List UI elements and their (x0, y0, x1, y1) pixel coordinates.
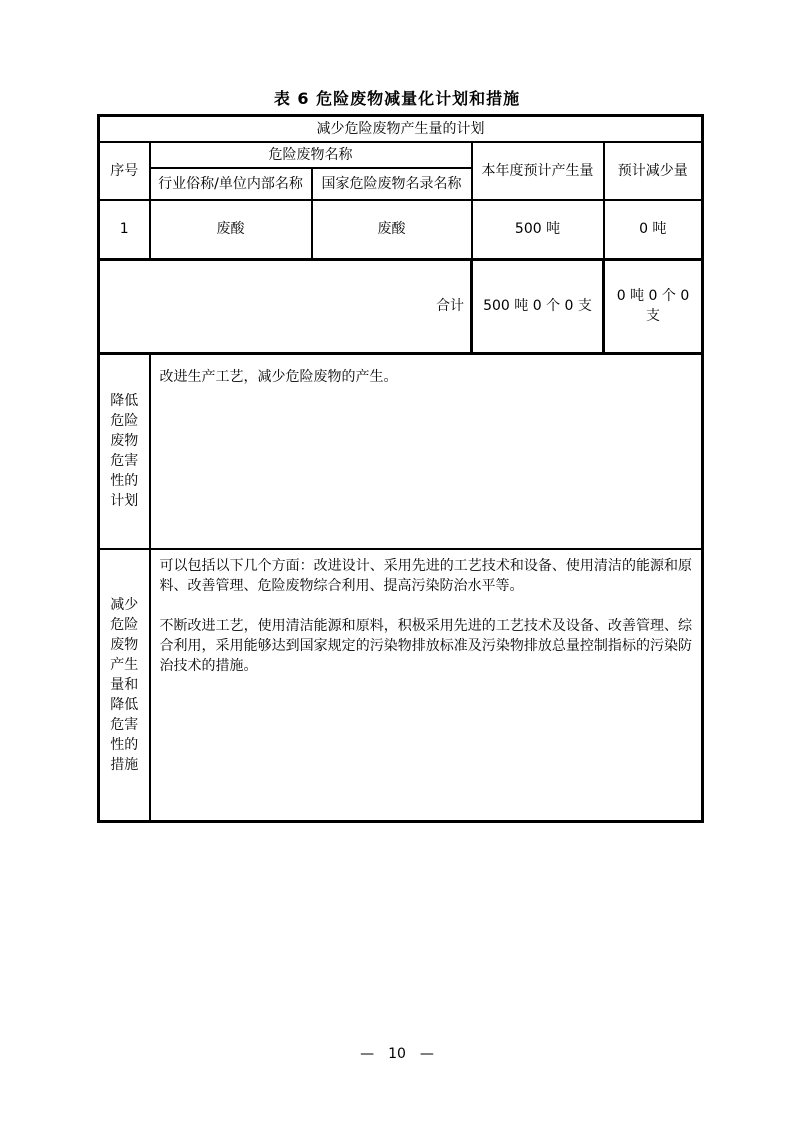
table-row (99, 200, 703, 259)
hazardous-waste-reduction-table (97, 114, 704, 823)
plan-header-row (99, 116, 703, 143)
page-number-value: 10 (388, 1046, 406, 1062)
cell-catalog-name: 废酸 (312, 200, 472, 259)
section-label-cell (99, 549, 150, 821)
total-row (99, 259, 703, 353)
section-content-cell (150, 353, 703, 549)
column-header-expected-reduction: 预计减少量 (604, 142, 703, 200)
page-number-right-dash: — (419, 1046, 434, 1062)
column-header-catalog-name: 国家危险废物名录名称 (312, 168, 472, 200)
page-number (0, 1046, 794, 1062)
section-label-reduction-measures: 减少危险废物产生量和降低危害性的措施 (110, 596, 139, 773)
page-number-left-dash: — (360, 1046, 375, 1062)
table-title: 表 6 危险废物减量化计划和措施 (273, 89, 521, 108)
section-content-cell (150, 549, 703, 821)
section-paragraph: 改进生产工艺，减少危险废物的产生。 (159, 368, 398, 385)
section-row-reduction-measures (99, 549, 703, 821)
total-label: 合计 (99, 259, 472, 353)
section-label-harm-reduction-plan: 降低危险废物危害性的计划 (110, 393, 139, 510)
section-label-cell (99, 353, 150, 549)
cell-expected-generation: 500 吨 (472, 200, 604, 259)
column-header-seq: 序号 (99, 142, 150, 200)
plan-header: 减少危险废物产生量的计划 (99, 116, 703, 143)
total-expected-generation: 500 吨 0 个 0 支 (472, 259, 604, 353)
section-row-harm-reduction-plan (99, 353, 703, 549)
column-header-expected-generation: 本年度预计产生量 (472, 142, 604, 200)
column-header-industry-name: 行业俗称/单位内部名称 (150, 168, 312, 200)
cell-seq: 1 (99, 200, 150, 259)
header-row-top (99, 142, 703, 168)
total-expected-reduction: 0 吨 0 个 0 支 (604, 259, 703, 353)
cell-industry-name: 废酸 (150, 200, 312, 259)
column-header-waste-name-group: 危险废物名称 (150, 142, 472, 168)
section-paragraph: 可以包括以下几个方面：改进设计、采用先进的工艺技术和设备、使用清洁的能源和原料、改善管理、危险废物综合利用、提高污染防治水平等。 (159, 558, 692, 594)
cell-expected-reduction: 0 吨 (604, 200, 703, 259)
section-paragraph: 不断改进工艺，使用清洁能源和原料，积极采用先进的工艺技术及设备、改善管理、综合利用，采用能够达到国家规定的污染物排放标准及污染物排放总量控制指标的污染防治技术的措施。 (159, 618, 692, 674)
